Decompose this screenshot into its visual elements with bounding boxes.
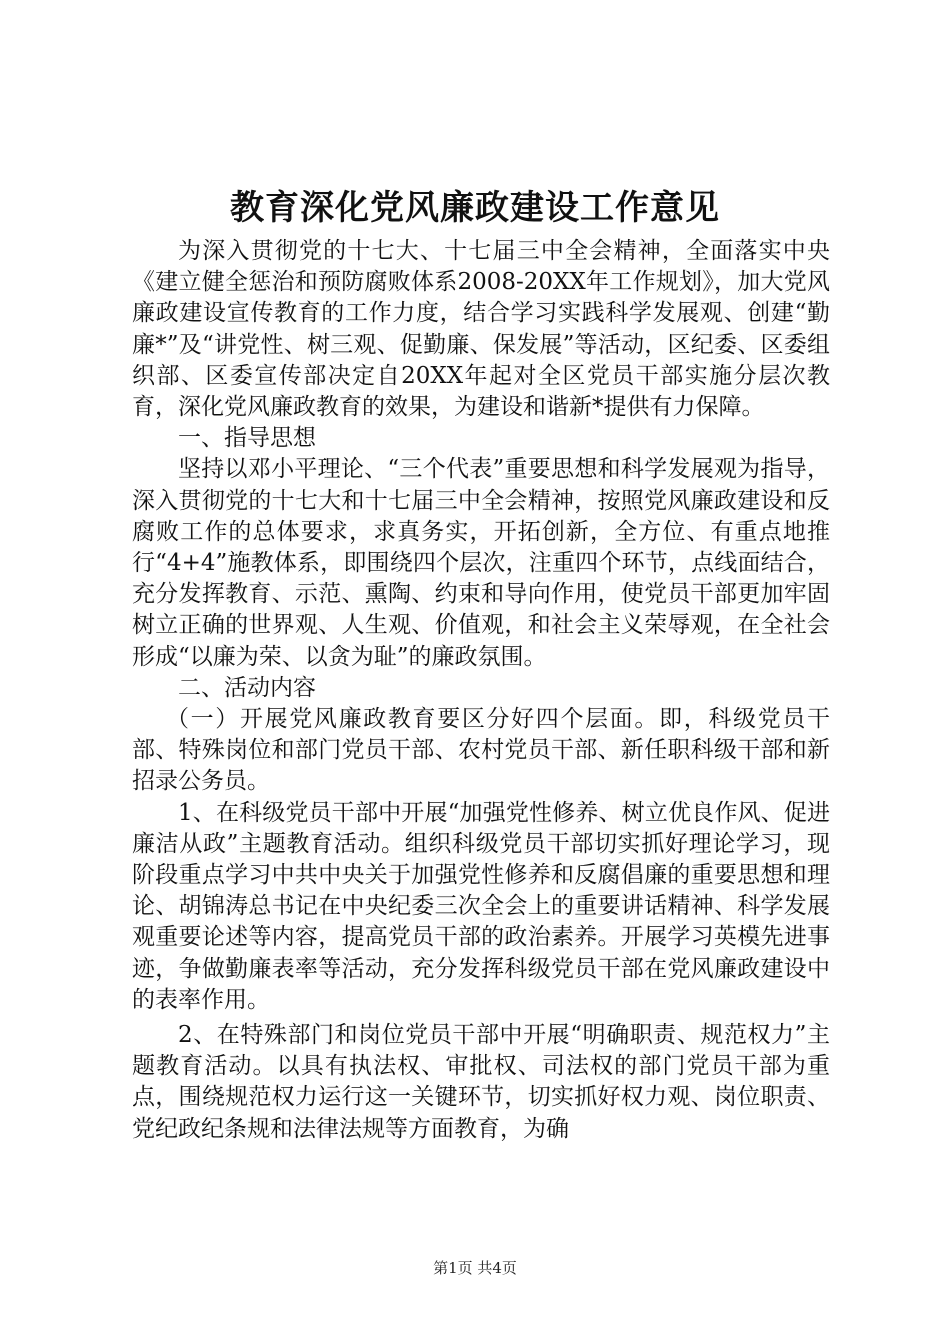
page-footer: 第1页 共4页 bbox=[433, 1259, 517, 1277]
guiding-ideology-paragraph: 坚持以邓小平理论、“三个代表”重要思想和科学发展观为指导，深入贯彻党的十七大和十七届三中全会精神，按照党风廉政建设和反腐败工作的总体要求，求真务实，开拓创新，全方位、有重点地推行“4+4”施教体系，即围绕四个层次，注重四个环节，点线面结合，充分发挥教育、示范、熏陶、约束和导向作用，使党员干部更加牢固树立正确的世界观、人生观、价值观，和社会主义荣辱观，在全社会形成“以廉为荣、以贪为耻”的廉政氛围。 bbox=[132, 456, 830, 670]
activity-subitem-2-paragraph: 2、在特殊部门和岗位党员干部中开展“明确职责、规范权力”主题教育活动。以具有执法权、审批权、司法权的部门党员干部为重点，围绕规范权力运行这一关键环节，切实抓好权力观、岗位职责、党纪政纪条规和法律法规等方面教育，为确 bbox=[132, 1022, 830, 1142]
section-heading-guiding-ideology: 一、指导思想 bbox=[178, 425, 316, 452]
document-body bbox=[132, 236, 830, 1145]
intro-paragraph: 为深入贯彻党的十七大、十七届三中全会精神，全面落实中央《建立健全惩治和预防腐败体系2008-20XX年工作规划》，加大党风廉政建设宣传教育的工作力度，结合学习实践科学发展观、创建“勤廉*”及“讲党性、树三观、促勤廉、保发展”等活动，区纪委、区委组织部、区委宣传部决定自20XX年起对全区党员干部实施分层次教育，深化党风廉政教育的效果，为建设和谐新*提供有力保障。 bbox=[132, 238, 830, 421]
activity-subitem-1-paragraph: 1、在科级党员干部中开展“加强党性修养、树立优良作风、促进廉洁从政”主题教育活动。组织科级党员干部切实抓好理论学习，现阶段重点学习中共中央关于加强党性修养和反腐倡廉的重要思想和理论、胡锦涛总书记在中央纪委三次全会上的重要讲话精神、科学发展观重要论述等内容，提高党员干部的政治素养。开展学习英模先进事迹，争做勤廉表率等活动，充分发挥科级党员干部在党风廉政建设中的表率作用。 bbox=[132, 799, 830, 1013]
section-heading-activity-content: 二、活动内容 bbox=[178, 674, 316, 701]
document-title: 教育深化党风廉政建设工作意见 bbox=[230, 188, 720, 228]
activity-item-1-paragraph: （一）开展党风廉政教育要区分好四个层面。即，科级党员干部、特殊岗位和部门党员干部、农村党员干部、新任职科级干部和新招录公务员。 bbox=[132, 706, 830, 795]
